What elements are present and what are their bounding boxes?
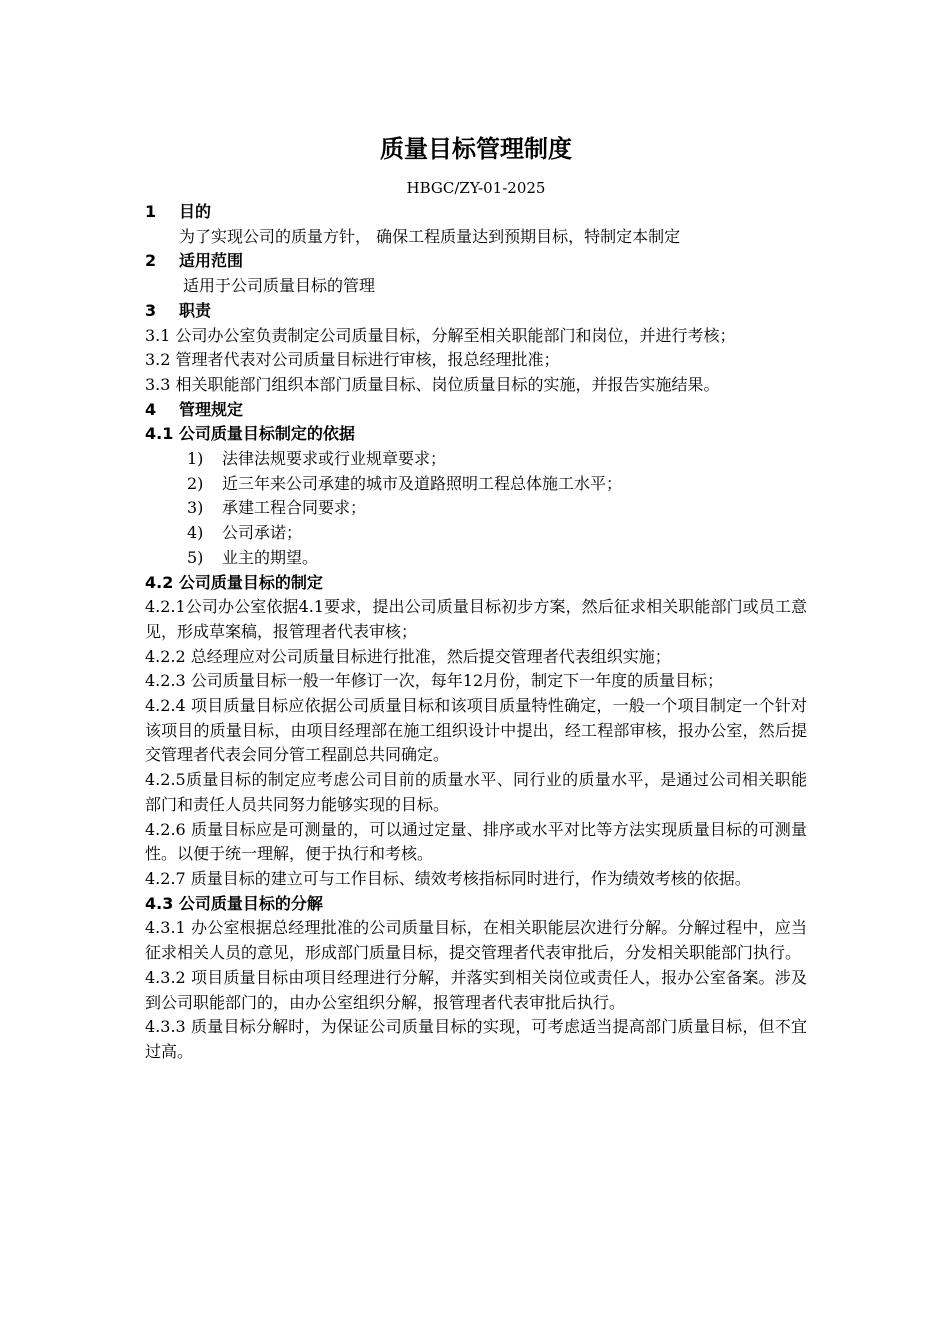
section-3-heading: [145, 299, 807, 324]
list-item: [145, 496, 807, 521]
section-number: 4: [145, 399, 157, 419]
paragraph: 4.2.3 公司质量目标一般一年修订一次，每年12月份，制定下一年度的质量目标；: [145, 671, 724, 691]
paragraph: 4.2.6 质量目标应是可测量的，可以通过定量、排序或水平对比等方法实现质量目标的可测量性。以便于统一理解，便于执行和考核。: [145, 819, 807, 864]
paragraph: 4.3.3 质量目标分解时，为保证公司质量目标的实现，可考虑适当提高部门质量目标，但不宜过高。: [145, 1017, 807, 1061]
paragraph: 4.3.1 办公室根据总经理批准的公司质量目标，在相关职能层次进行分解。分解过程中，应当征求相关人员的意见，形成部门质量目标，提交管理者代表审批后，分发相关职能部门执行。: [145, 918, 807, 963]
subsection-4-2-heading: 4.2 公司质量目标的制定: [145, 572, 323, 592]
list-text: 公司承诺；: [222, 523, 303, 543]
list-text: 法律法规要求或行业规章要求；: [222, 449, 447, 469]
section-title: 管理规定: [179, 399, 244, 419]
subsection-4-3-heading: 4.3 公司质量目标的分解: [145, 893, 323, 913]
paragraph: 3.3 相关职能部门组织本部门质量目标、岗位质量目标的实施，并报告实施结果。: [145, 374, 720, 394]
section-title: 目的: [179, 202, 212, 221]
section-1-heading: [145, 200, 807, 225]
section-number: 1: [145, 202, 157, 221]
paragraph: 4.2.1公司办公室依据4.1要求，提出公司质量目标初步方案，然后征求相关职能部门或员工意见，形成草案稿，报管理者代表审核；: [145, 597, 807, 641]
list-number: 1): [187, 449, 204, 469]
paragraph: 4.2.2 总经理应对公司质量目标进行批准，然后提交管理者代表组织实施；: [145, 646, 671, 666]
section-number: 2: [145, 251, 157, 271]
list-item: [145, 447, 807, 472]
list-item: [145, 546, 807, 571]
list-number: 4): [187, 523, 204, 543]
section-number: 3: [145, 300, 157, 320]
subsection-4-1-heading: 4.1 公司质量目标制定的依据: [145, 424, 355, 444]
section-2-text: 适用于公司质量目标的管理: [183, 276, 376, 296]
list-text: 近三年来公司承建的城市及道路照明工程总体施工水平；: [222, 473, 623, 493]
list-item: [145, 521, 807, 546]
list-number: 2): [187, 473, 204, 493]
document-code: HBGC/ZY-01-2025: [406, 179, 546, 197]
paragraph: 3.1 公司办公室负责制定公司质量目标，分解至相关职能部门和岗位，并进行考核；: [145, 325, 736, 345]
section-1-text: 为了实现公司的质量方针， 确保工程质量达到预期目标，特制定本制定: [179, 226, 681, 246]
section-2-heading: [145, 249, 807, 274]
list-text: 承建工程合同要求；: [222, 498, 367, 518]
list-text: 业主的期望。: [222, 547, 319, 567]
list-number: 5): [187, 547, 204, 567]
section-4-heading: [145, 398, 807, 423]
list-number: 3): [187, 498, 204, 518]
document-title: 质量目标管理制度: [380, 135, 572, 163]
document-body: [145, 130, 807, 1065]
paragraph: 4.3.2 项目质量目标由项目经理进行分解，并落实到相关岗位或责任人，报办公室备案。涉及到公司职能部门的，由办公室组织分解，报管理者代表审批后执行。: [145, 967, 807, 1012]
paragraph: 4.2.5质量目标的制定应考虑公司目前的质量水平、同行业的质量水平，是通过公司相关职能部门和责任人员共同努力能够实现的目标。: [145, 770, 807, 814]
section-title: 适用范围: [179, 251, 244, 271]
section-title: 职责: [179, 300, 212, 320]
list-item: [145, 472, 807, 497]
paragraph: 4.2.7 质量目标的建立可与工作目标、绩效考核指标同时进行，作为绩效考核的依据。: [145, 868, 751, 888]
paragraph: 3.2 管理者代表对公司质量目标进行审核，报总经理批准；: [145, 350, 560, 370]
paragraph: 4.2.4 项目质量目标应依据公司质量目标和该项目质量特性确定，一般一个项目制定一个针对该项目的质量目标，由项目经理部在施工组织设计中提出，经工程部审核，报办公室，然后提交管理者代表会同分管工程副总共同确定。: [145, 696, 807, 765]
